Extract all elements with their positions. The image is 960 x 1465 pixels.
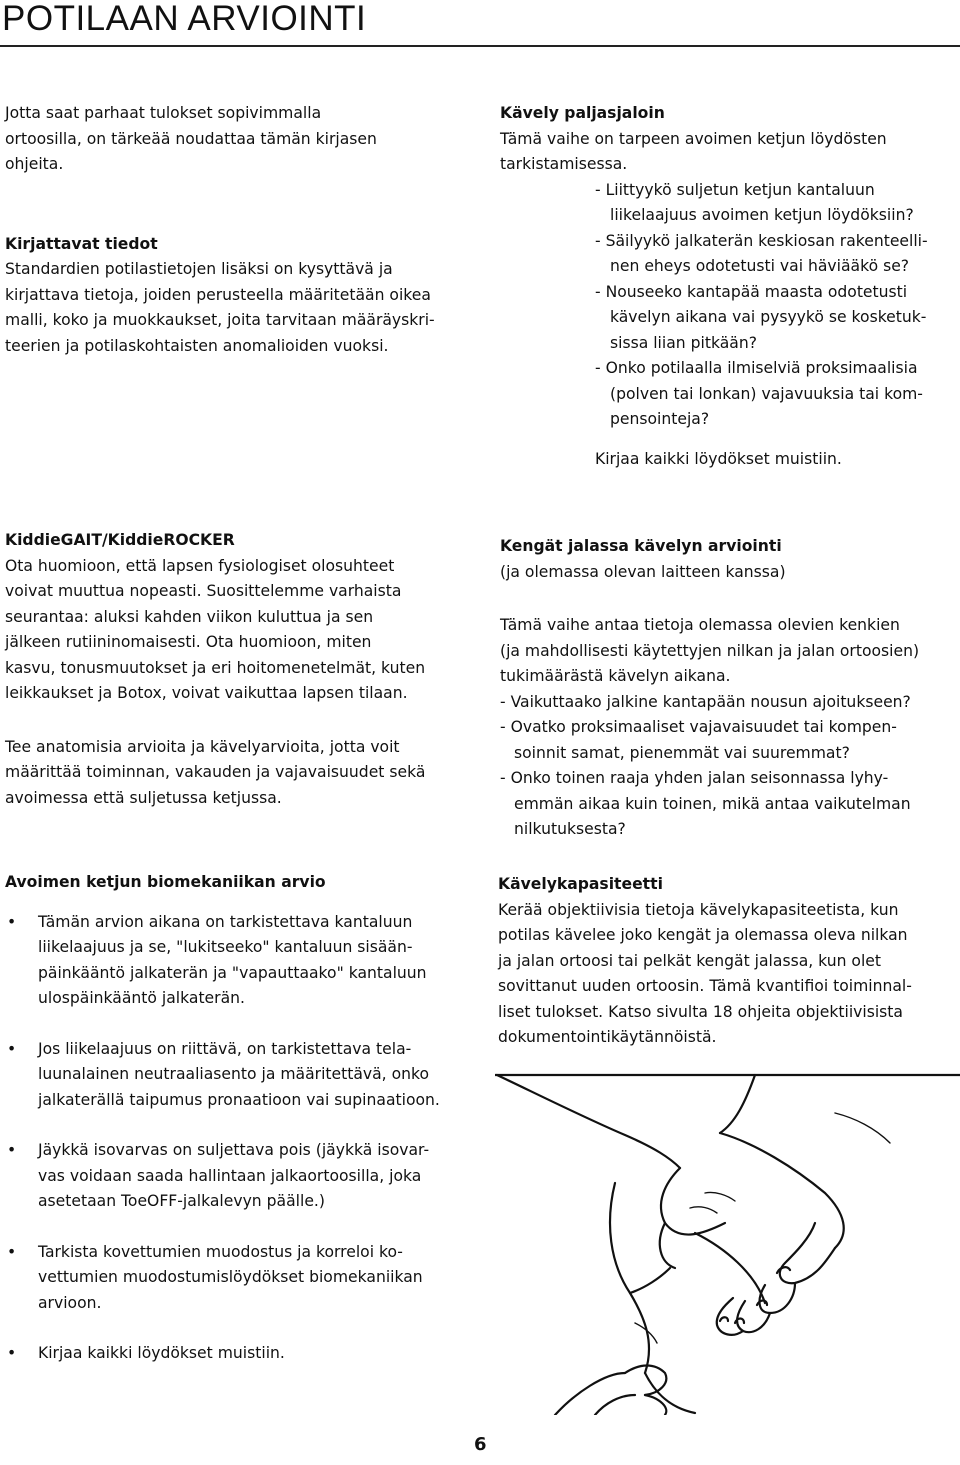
capacity-line: sovittanut uuden ortoosin. Tämä kvantifioi toiminnal- [498, 977, 912, 995]
shoes-question [500, 766, 960, 843]
question-line: - Vaikuttaako jalkine kantapään nousun ajoitukseen? [500, 692, 911, 711]
barefoot-question [595, 356, 960, 433]
kiddie-line: kasvu, tonusmuutokset ja eri hoitomenetelmät, kuten [5, 658, 426, 677]
shoes-heading: Kengät jalassa kävelyn arviointi [500, 537, 782, 555]
bullet-line: Kirjaa kaikki löydökset muistiin. [38, 1344, 285, 1362]
bullet-line: vas voidaan saada hallintaan jalkaortoosilla, joka [38, 1166, 422, 1185]
bullet-line: Tämän arvion aikana on tarkistettava kantaluun [38, 912, 413, 931]
kiddie-line: määrittää toiminnan, vakauden ja vajavaisuudet sekä [5, 763, 426, 781]
bullet-icon: • [7, 1141, 17, 1159]
bullet-line: Jäykkä isovarvas on suljettava pois (jäykkä isovar- [38, 1141, 430, 1159]
shoes-question [500, 690, 960, 716]
question-line: emmän aikaa kuin toinen, mikä antaa vaikutelman [514, 794, 911, 813]
recorded-line: malli, koko ja muokkaukset, joita tarvitaan määräyskri- [5, 311, 435, 329]
openchain-bullet [5, 1037, 475, 1114]
capacity-line: Kerää objektiivisia tietoja kävelykapasiteetista, kun [498, 900, 899, 919]
question-line: soinnit samat, pienemmät vai suuremmat? [514, 743, 850, 762]
shoes-line: Tämä vaihe antaa tietoja olemassa olevien kenkien [500, 616, 900, 634]
openchain-bullet [5, 1138, 475, 1215]
bullet-line: liikelaajuus ja se, "lukitseeko" kantaluun sisään- [38, 938, 413, 956]
bullet-icon: • [7, 1344, 17, 1362]
bullet-line: Jos liikelaajuus on riittävä, on tarkistettava tela- [38, 1039, 412, 1058]
bullet-icon: • [7, 912, 17, 931]
kiddie-line: jälkeen rutiininomaisesti. Ota huomioon, miten [5, 633, 372, 651]
bullet-line: luunalainen neutraaliasento ja määritettävä, onko [38, 1065, 430, 1083]
capacity-heading: Kävelykapasiteetti [498, 875, 663, 893]
question-line: - Liittyykö suljetun ketjun kantaluun [595, 180, 875, 199]
recorded-heading: Kirjattavat tiedot [5, 234, 158, 253]
page-number: 6 [474, 1434, 487, 1455]
intro-line: ortoosilla, on tärkeää noudattaa tämän kirjasen [5, 129, 377, 148]
openchain-heading: Avoimen ketjun biomekaniikan arvio [5, 873, 326, 891]
shoes-line: (ja mahdollisesti käytettyjen nilkan ja jalan ortoosien) [500, 641, 920, 660]
bullet-line: asetetaan ToeOFF-jalkalevyn päälle.) [38, 1192, 325, 1210]
bullet-line: ulospäinkääntö jalkaterän. [38, 989, 245, 1007]
barefoot-line: Tämä vaihe on tarpeen avoimen ketjun löydösten [500, 129, 887, 148]
question-line: - Ovatko proksimaaliset vajavaisuudet tai kompen- [500, 718, 897, 736]
foot-examination-illustration [495, 1073, 960, 1415]
question-line: - Nouseeko kantapää maasta odotetusti [595, 282, 908, 301]
title-divider [0, 45, 960, 47]
shoes-line: tukimäärästä kävelyn aikana. [500, 667, 731, 685]
barefoot-question [595, 280, 960, 357]
question-line: - Onko potilaalla ilmiselviä proksimaalisia [595, 359, 918, 377]
kiddie-line: leikkaukset ja Botox, voivat vaikuttaa lapsen tilaan. [5, 684, 408, 702]
question-line: kävelyn aikana vai pysyykö se kosketuk- [610, 308, 927, 326]
barefoot-question [595, 178, 960, 229]
question-line: nilkutuksesta? [514, 820, 626, 838]
bullet-line: arvioon. [38, 1293, 102, 1312]
page-title: POTILAAN ARVIOINTI [2, 0, 367, 38]
recorded-line: Standardien potilastietojen lisäksi on kysyttävä ja [5, 260, 393, 278]
question-line: - Onko toinen raaja yhden jalan seisonnassa lyhy- [500, 769, 889, 787]
openchain-bullet [5, 1240, 475, 1317]
intro-section [5, 101, 465, 359]
barefoot-heading: Kävely paljasjaloin [500, 104, 665, 122]
question-line: liikelaajuus avoimen ketjun löydöksiin? [610, 206, 914, 224]
barefoot-question [595, 229, 960, 280]
kiddie-line: avoimessa että suljetussa ketjussa. [5, 788, 282, 807]
bullet-line: vettumien muodostumislöydökset biomekaniikan [38, 1268, 423, 1286]
kiddie-line: Tee anatomisia arvioita ja kävelyarvioita, jotta voit [5, 737, 400, 756]
shoes-section [500, 534, 960, 843]
kiddie-section [5, 528, 475, 811]
shoes-subheading: (ja olemassa olevan laitteen kanssa) [500, 562, 786, 581]
bullet-line: Tarkista kovettumien muodostus ja korreloi ko- [38, 1242, 403, 1261]
capacity-line: dokumentointikäytännöistä. [498, 1028, 717, 1046]
kiddie-line: Ota huomioon, että lapsen fysiologiset olosuhteet [5, 556, 395, 575]
capacity-line: ja jalan ortoosi tai pelkät kengät jalassa, kun olet [498, 951, 882, 970]
capacity-line: potilas kävelee joko kengät ja olemassa oleva nilkan [498, 926, 908, 944]
question-line: (polven tai lonkan) vajavuuksia tai kom- [610, 384, 923, 403]
question-line: pensointeja? [610, 410, 710, 428]
capacity-section [498, 872, 960, 1051]
bullet-line: jalkaterällä taipumus pronaatioon vai supinaatioon. [38, 1090, 440, 1109]
question-line: nen eheys odotetusti vai häviääkö se? [610, 257, 910, 275]
openchain-bullet [5, 910, 475, 1012]
capacity-line: liset tulokset. Katso sivulta 18 ohjeita objektiivisista [498, 1002, 903, 1021]
openchain-section [5, 870, 475, 1367]
recorded-line: kirjattava tietoja, joiden perusteella määritetään oikea [5, 285, 431, 304]
barefoot-footer: Kirjaa kaikki löydökset muistiin. [595, 449, 842, 468]
bullet-line: päinkääntö jalkaterän ja "vapauttaako" kantaluun [38, 963, 427, 982]
openchain-bullet [5, 1341, 475, 1367]
intro-line: Jotta saat parhaat tulokset sopivimmalla [5, 104, 322, 122]
question-line: - Säilyykö jalkaterän keskiosan rakenteelli- [595, 231, 928, 250]
barefoot-line: tarkistamisessa. [500, 155, 628, 173]
question-line: sissa liian pitkään? [610, 333, 757, 352]
bullet-icon: • [7, 1039, 17, 1058]
intro-line: ohjeita. [5, 155, 64, 173]
kiddie-line: voivat muuttua nopeasti. Suosittelemme varhaista [5, 582, 402, 600]
recorded-line: teerien ja potilaskohtaisten anomalioiden vuoksi. [5, 336, 389, 355]
kiddie-heading: KiddieGAIT/KiddieROCKER [5, 531, 235, 549]
shoes-question [500, 715, 960, 766]
barefoot-section [500, 101, 960, 472]
kiddie-line: seurantaa: aluksi kahden viikon kuluttua ja sen [5, 607, 374, 626]
bullet-icon: • [7, 1242, 17, 1261]
